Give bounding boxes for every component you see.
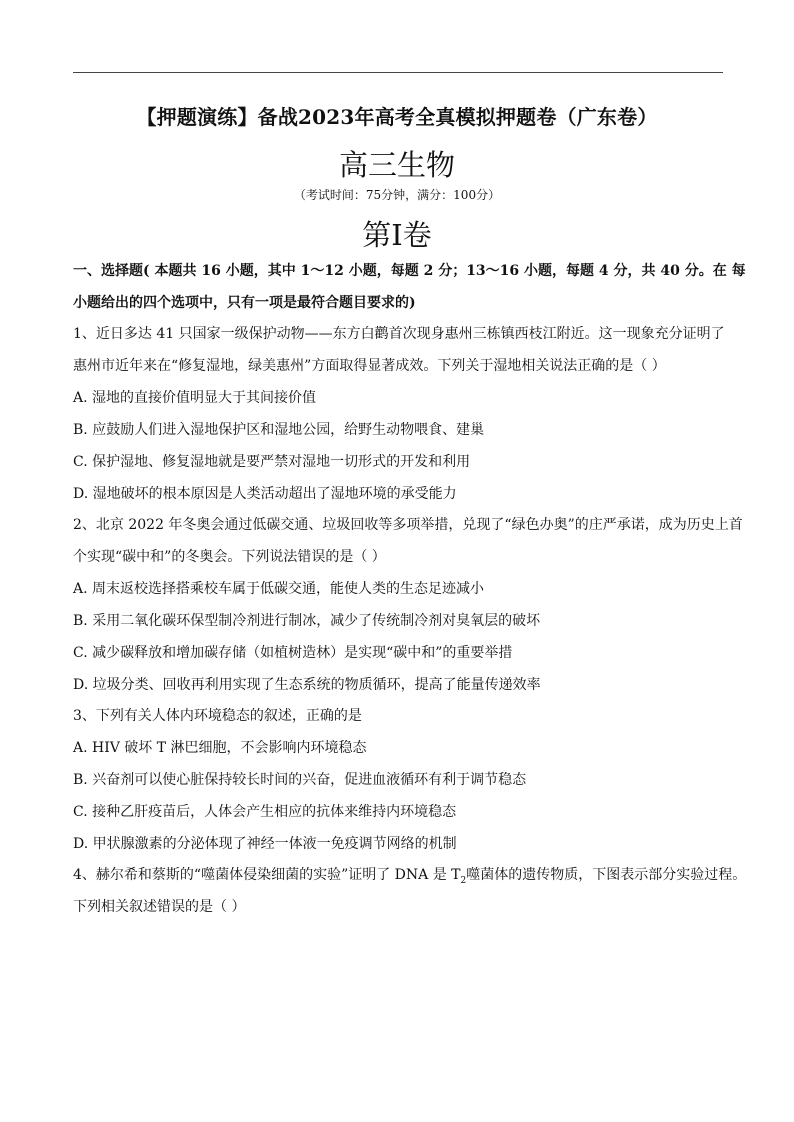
option-b: B. 应鼓励人们进入湿地保护区和湿地公园，给野生动物喂食、建巢 [73, 422, 485, 438]
header-rule [73, 72, 723, 73]
exam-info: （考试时间：75分钟，满分：100分） [293, 188, 501, 202]
question-stem-line: 下列相关叙述错误的是（ ） [73, 899, 246, 915]
question-stem-line [73, 859, 747, 891]
option-a: A. 周末返校选择搭乘校车属于低碳交通，能使人类的生态足迹减小 [73, 581, 485, 597]
question-stem-line: 惠州市近年来在“修复湿地，绿美惠州”方面取得显著成效。下列关于湿地相关说法正确的是（ ） [73, 358, 666, 374]
question-1-stem [73, 318, 723, 382]
question-1-options [73, 382, 723, 510]
section-heading [73, 255, 746, 319]
option-c: C. 接种乙肝疫苗后，人体会产生相应的抗体来维持内环境稳态 [73, 804, 457, 820]
question-3-options [73, 732, 723, 860]
volume-title: 第I卷 [362, 218, 432, 252]
question-4-stem [73, 859, 747, 923]
question-stem-line: 1、近日多达 41 只国家一级保护动物——东方白鹳首次现身惠州三栋镇西枝江附近。这一现象充分证明了 [73, 326, 725, 342]
question-2-options [73, 573, 723, 701]
option-b: B. 兴奋剂可以使心脏保持较长时间的兴奋，促进血液循环有利于调节稳态 [73, 772, 527, 788]
option-d: D. 垃圾分类、回收再利用实现了生态系统的物质循环，提高了能量传递效率 [73, 677, 541, 693]
section-heading-line: 一、选择题( 本题共 16 小题，其中 1～12 小题，每题 2 分；13～16 小题，每题 4 分，共 40 分。在 每 [73, 263, 746, 279]
option-c: C. 减少碳释放和增加碳存储（如植树造林）是实现“碳中和”的重要举措 [73, 645, 513, 661]
paper-title: 【押题演练】备战2023年高考全真模拟押题卷（广东卷） [136, 105, 658, 129]
question-2-stem [73, 509, 743, 573]
question-stem-line: 个实现“碳中和”的冬奥会。下列说法错误的是（ ） [73, 549, 386, 565]
stem-text: 噬菌体的遗传物质，下图表示部分实验过程。 [466, 867, 747, 883]
option-a: A. 湿地的直接价值明显大于其间接价值 [73, 390, 317, 406]
option-c: C. 保护湿地、修复湿地就是要严禁对湿地一切形式的开发和利用 [73, 454, 471, 470]
question-3-stem [73, 700, 723, 732]
option-d: D. 湿地破坏的根本原因是人类活动超出了湿地环境的承受能力 [73, 486, 457, 502]
stem-text: 4、赫尔希和蔡斯的“噬菌体侵染细菌的实验”证明了 DNA 是 T [73, 867, 461, 883]
option-b: B. 采用二氧化碳环保型制冷剂进行制冰，减少了传统制冷剂对臭氧层的破坏 [73, 613, 541, 629]
subscript: 2 [460, 875, 467, 886]
section-heading-line: 小题给出的四个选项中，只有一项是最符合题目要求的) [73, 295, 416, 311]
option-a: A. HIV 破坏 T 淋巴细胞，不会影响内环境稳态 [73, 740, 367, 756]
question-stem-line: 2、北京 2022 年冬奥会通过低碳交通、垃圾回收等多项举措，兑现了“绿色办奥”的庄严承诺，成为历史上首 [73, 517, 743, 533]
option-d: D. 甲状腺激素的分泌体现了神经一体液一免疫调节网络的机制 [73, 836, 457, 852]
subject-title: 高三生物 [338, 148, 455, 182]
question-stem-line: 3、下列有关人体内环境稳态的叙述，正确的是 [73, 708, 362, 724]
